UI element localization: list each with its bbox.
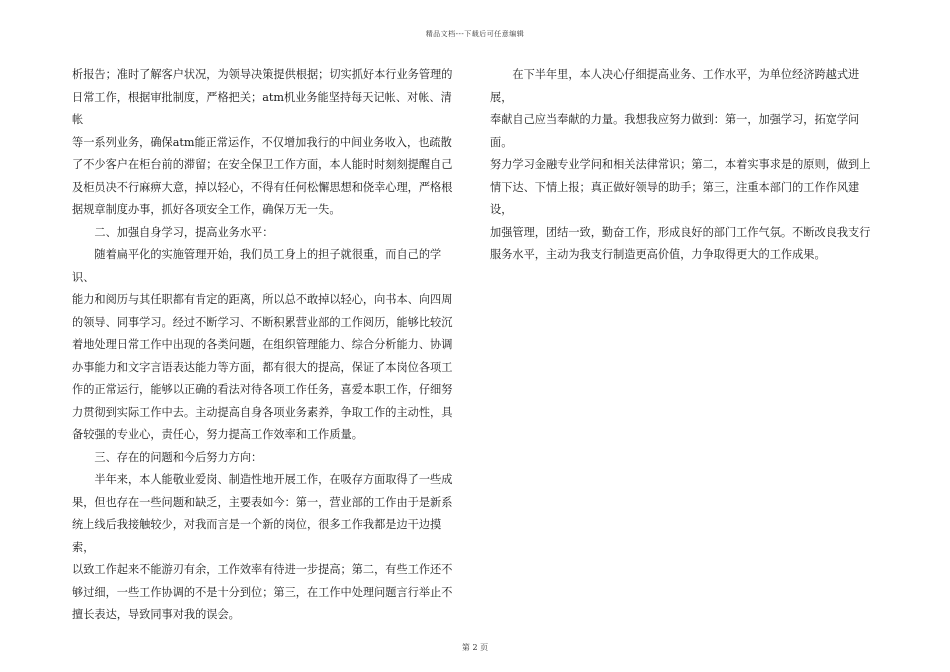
- text-line: 据规章制度办事，抓好各项安全工作，确保万无一失。: [72, 203, 341, 216]
- text-line: 努力学习金融专业学问和相关法律常识；第二，本着实事求是的原则，做到上: [490, 158, 871, 171]
- text-line: 及柜员决不行麻痹大意，掉以轻心，不得有任何松懈思想和侥幸心理，严格根: [72, 180, 453, 194]
- page-header: 精品文档---下载后可任意编辑: [425, 30, 525, 38]
- text-line: 等一系列业务，确保atm能正常运作，不仅增加我行的中间业务收入，也疏散: [72, 135, 452, 149]
- text-line: 日常工作，根据审批制度，严格把关；atm机业务能坚持每天记帐、对帐、清帐: [72, 90, 452, 126]
- text-line: 力贯彻到实际工作中去。主动提高自身各项业务素养，争取工作的主动性，具: [72, 405, 453, 419]
- text-line: 办事能力和文字言语表达能力等方面，都有很大的提高，保证了本岗位各项工: [72, 360, 453, 374]
- text-line: 统上线后我接触较少，对我而言是一个新的岗位，很多工作我都是边干边摸索，: [72, 518, 442, 554]
- text-line: 着地处理日常工作中出现的各类问题，在组织管理能力、综合分析能力、协调: [72, 338, 453, 351]
- text-line: 奉献自己应当奉献的力量。我想我应努力做到：第一，加强学习，拓宽学问面。: [490, 113, 860, 149]
- text-line: 在下半年里，本人决心仔细提高业务、工作水平，为单位经济跨越式进展，: [490, 68, 860, 104]
- text-line: 擅长表达，导致同事对我的误会。: [72, 608, 240, 621]
- page-number: 第 2 页: [461, 643, 489, 652]
- text-line: 果，但也存在一些问题和缺乏，主要表如今：第一，营业部的工作由于是新系: [72, 495, 453, 509]
- text-line: 了不少客户在柜台前的滞留；在安全保卫工作方面，本人能时时刻刻提醒自己: [72, 158, 453, 171]
- text-line: 随着扁平化的实施管理开始，我们员工身上的担子就很重，而自己的学识、: [72, 248, 442, 284]
- left-column: [72, 64, 458, 627]
- text-line: 加强管理，团结一致，勤奋工作，形成良好的部门工作气氛。不断改良我支行: [490, 225, 871, 239]
- section-heading: 三、存在的问题和今后努力方向：: [94, 450, 263, 464]
- text-line: 服务水平，主动为我支行制造更高价值，力争取得更大的工作成果。: [490, 248, 826, 261]
- text-line: 以致工作起来不能游刃有余，工作效率有待进一步提高；第二，有些工作还不: [72, 563, 453, 576]
- text-line: 半年来，本人能敬业爱岗、制造性地开展工作，在吸存方面取得了一些成: [94, 473, 453, 486]
- text-line: 情下达、下情上报；真正做好领导的助手；第三，注重本部门的工作作风建设，: [490, 180, 860, 216]
- text-line: 够过细，一些工作协调的不是十分到位；第三，在工作中处理问题言行举止不: [72, 585, 453, 599]
- right-column: [490, 64, 878, 267]
- text-line: 能力和阅历与其任职都有肯定的距离，所以总不敢掉以轻心，向书本、向四周: [72, 293, 453, 306]
- text-line: 析报告；准时了解客户状况，为领导决策提供根据；切实抓好本行业务管理的: [72, 68, 453, 81]
- section-heading: 二、加强自身学习，提高业务水平：: [94, 225, 274, 239]
- text-line: 的领导、同事学习。经过不断学习、不断积累营业部的工作阅历，能够比较沉: [72, 315, 453, 329]
- text-line: 作的正常运行，能够以正确的看法对待各项工作任务，喜爱本职工作，仔细努: [72, 383, 453, 396]
- text-line: 备较强的专业心，责任心，努力提高工作效率和工作质量。: [72, 428, 363, 441]
